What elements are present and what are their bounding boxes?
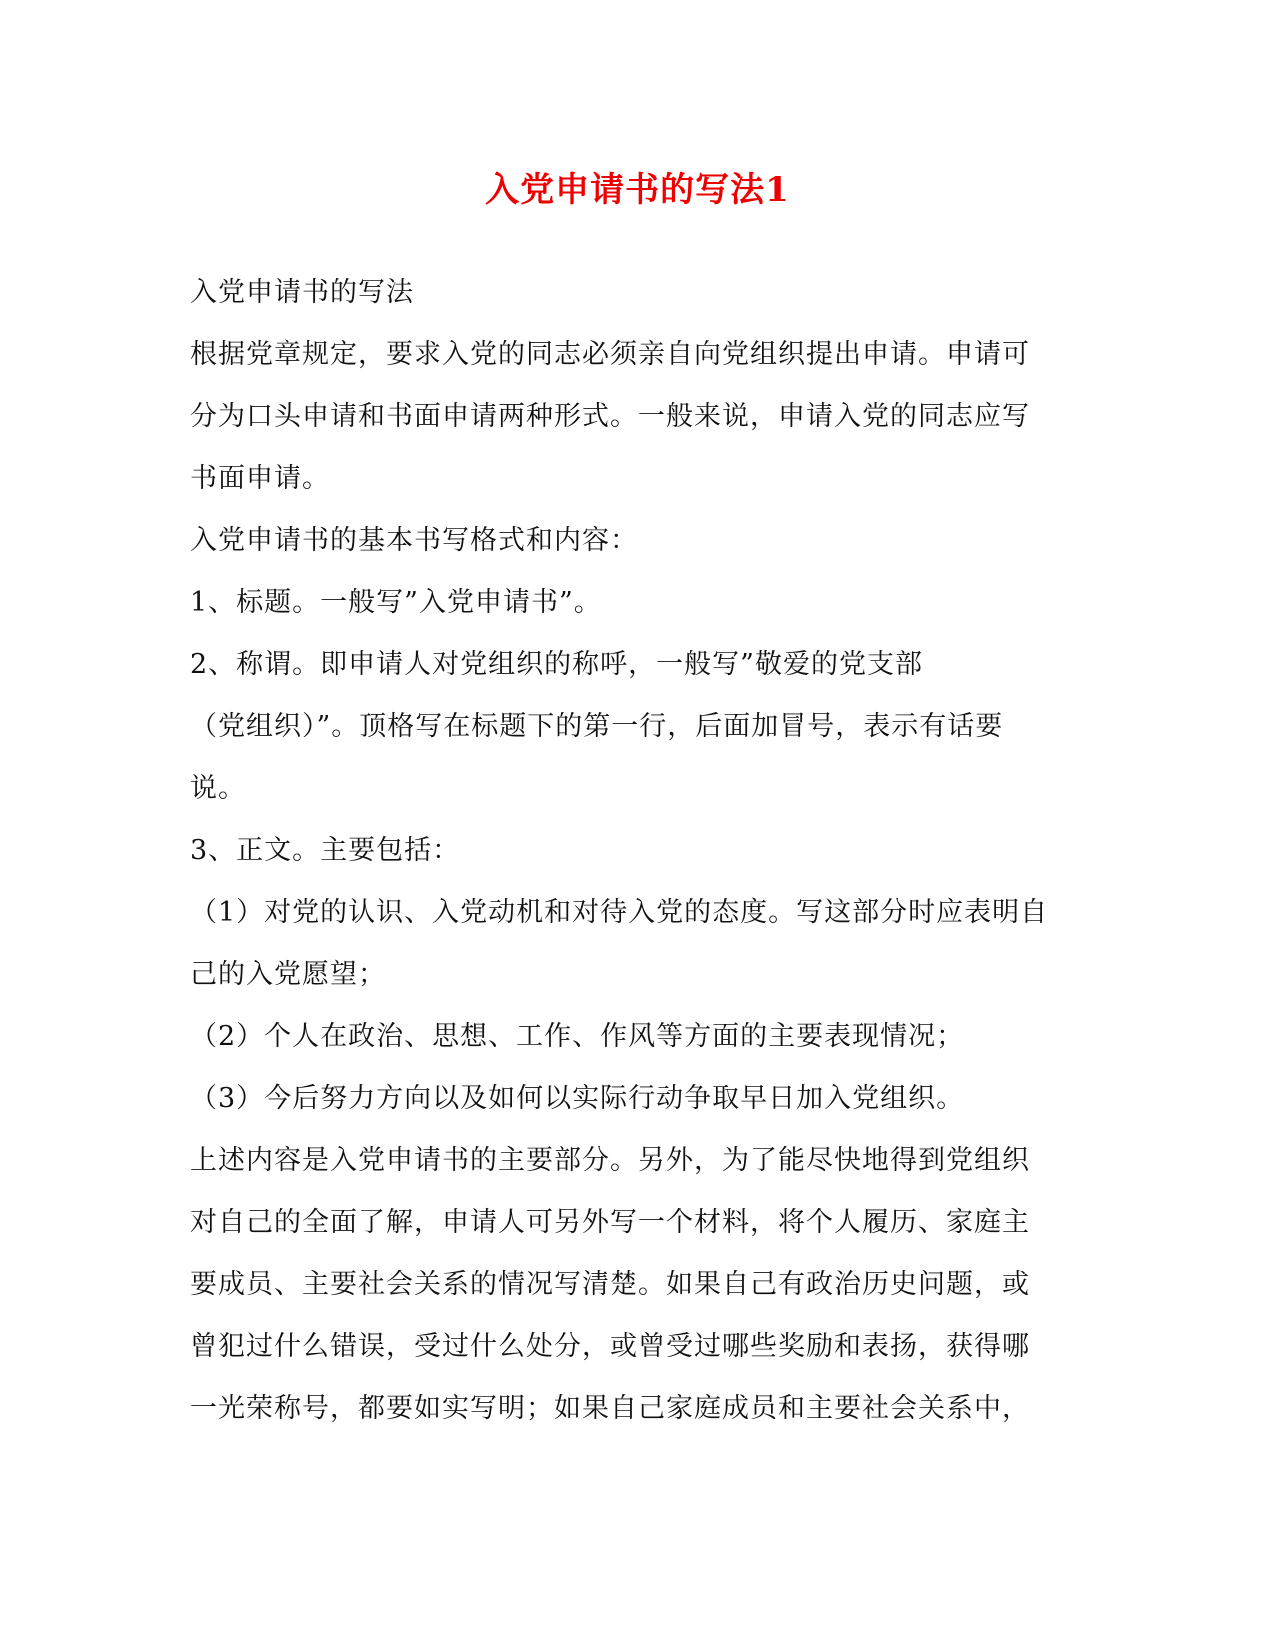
list-item: 1、标题。一般写”入党申请书”。	[190, 587, 602, 618]
subtitle-line: 入党申请书的写法	[190, 277, 414, 308]
paragraph-line: 书面申请。	[190, 463, 330, 494]
sub-list-item: （3）今后努力方向以及如何以实际行动争取早日加入党组织。	[190, 1083, 965, 1114]
page-title: 入党申请书的写法1	[485, 170, 790, 210]
paragraph-line: （党组织）”。顶格写在标题下的第一行，后面加冒号，表示有话要	[190, 711, 1004, 742]
paragraph-line: 入党申请书的基本书写格式和内容：	[190, 525, 638, 556]
paragraph-line: 己的入党愿望；	[190, 959, 386, 990]
paragraph-line: 要成员、主要社会关系的情况写清楚。如果自己有政治历史问题，或	[190, 1269, 1030, 1300]
list-item: 2、称谓。即申请人对党组织的称呼，一般写”敬爱的党支部	[190, 649, 923, 680]
paragraph-line: 对自己的全面了解，申请人可另外写一个材料，将个人履历、家庭主	[190, 1207, 1030, 1238]
sub-list-item: （2）个人在政治、思想、工作、作风等方面的主要表现情况；	[190, 1021, 965, 1052]
paragraph-line: 曾犯过什么错误，受过什么处分，或曾受过哪些奖励和表扬，获得哪	[190, 1331, 1030, 1362]
paragraph-line: 上述内容是入党申请书的主要部分。另外，为了能尽快地得到党组织	[190, 1145, 1030, 1176]
paragraph-line: 一光荣称号，都要如实写明；如果自己家庭成员和主要社会关系中，	[190, 1393, 1030, 1424]
paragraph-line: 说。	[190, 773, 246, 804]
sub-list-item: （1）对党的认识、入党动机和对待入党的态度。写这部分时应表明自	[190, 897, 1049, 928]
paragraph-line: 分为口头申请和书面申请两种形式。一般来说，申请入党的同志应写	[190, 401, 1030, 432]
paragraph-line: 根据党章规定，要求入党的同志必须亲自向党组织提出申请。申请可	[190, 339, 1030, 370]
list-item: 3、正文。主要包括：	[190, 835, 461, 866]
